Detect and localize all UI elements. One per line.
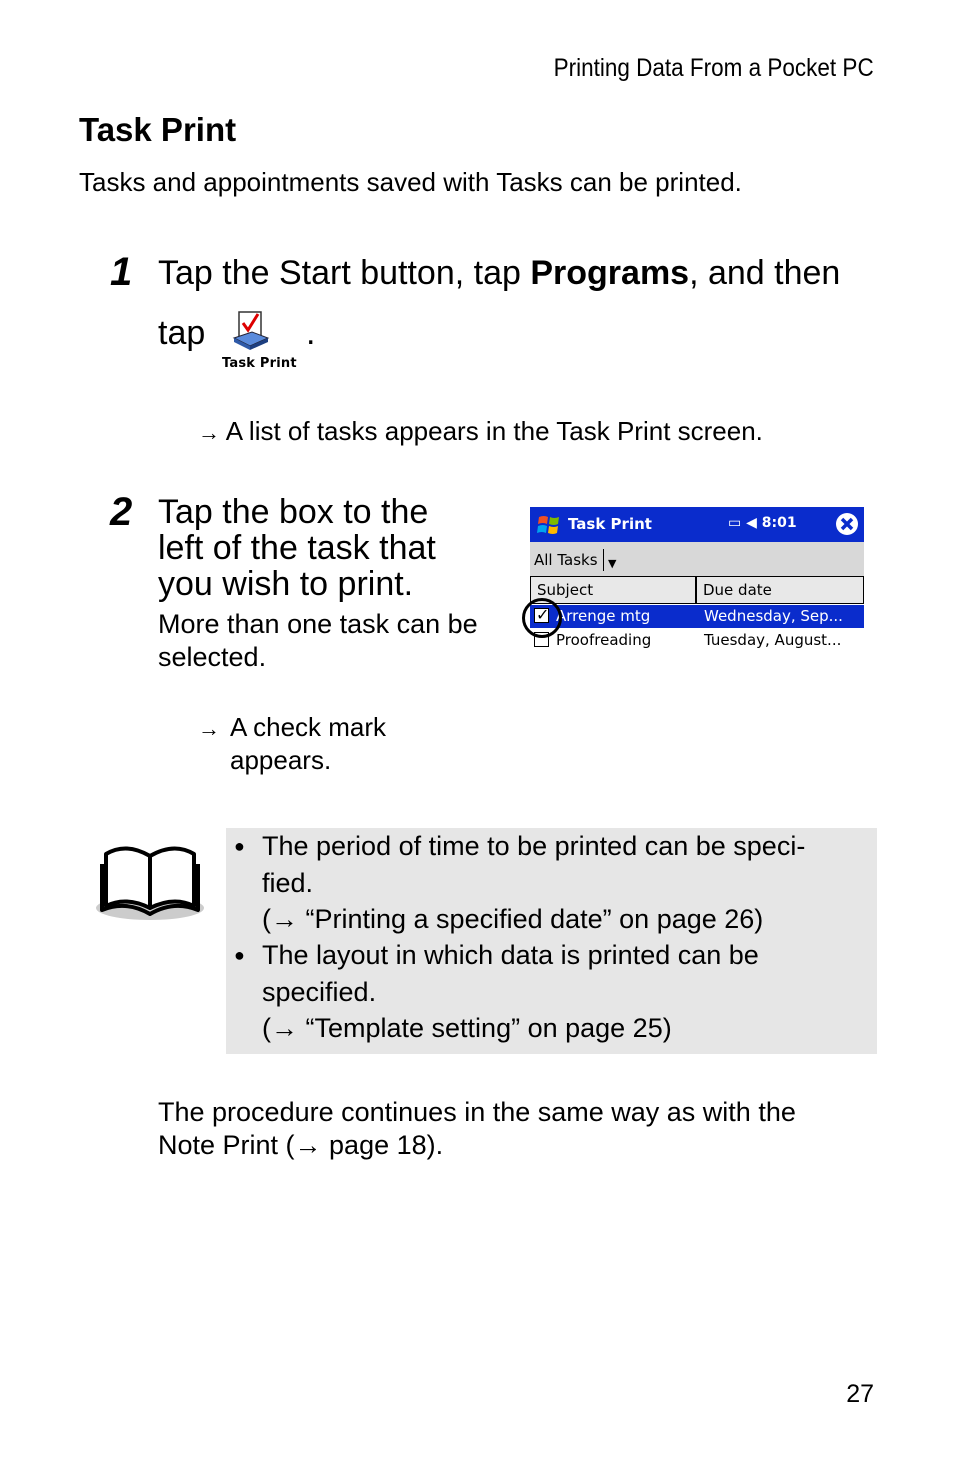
note-reference: (→ “Printing a specified date” on page 26) bbox=[262, 904, 764, 934]
column-header-subject[interactable]: Subject bbox=[530, 576, 696, 604]
step-1-text-b: , and then bbox=[689, 254, 841, 292]
task-print-icon-label: Task Print bbox=[222, 356, 297, 371]
connection-icon[interactable]: ▭ bbox=[728, 515, 742, 531]
close-icon[interactable] bbox=[834, 511, 860, 537]
check-icon: ✓ bbox=[536, 605, 550, 624]
pda-filter-dropdown[interactable]: All Tasks bbox=[534, 551, 598, 569]
running-header: Printing Data From a Pocket PC bbox=[553, 54, 874, 82]
checkbox-highlight-circle bbox=[522, 598, 562, 638]
note-line: The period of time to be printed can be speci- bbox=[262, 831, 806, 861]
closing-paragraph bbox=[158, 1096, 878, 1162]
note-box bbox=[226, 828, 877, 1054]
page-number: 27 bbox=[846, 1380, 874, 1408]
step-2-instruction: Tap the box to the left of the task that you wish to print. bbox=[158, 493, 436, 603]
step-1-number: 1 bbox=[110, 250, 133, 294]
speaker-icon[interactable]: ◀︎ bbox=[746, 515, 757, 531]
chevron-down-icon[interactable]: ▼ bbox=[608, 557, 617, 570]
step-1-text-a: Tap the Start button, tap bbox=[158, 254, 531, 292]
pda-app-title: Task Print bbox=[568, 515, 652, 533]
column-header-due-date[interactable]: Due date bbox=[696, 576, 864, 604]
note-reference: (→ “Template setting” on page 25) bbox=[262, 1013, 672, 1043]
bullet-icon: ● bbox=[234, 945, 245, 965]
task-subject: Arrenge mtg bbox=[556, 607, 651, 625]
programs-bold: Programs bbox=[530, 254, 690, 292]
table-row[interactable] bbox=[530, 605, 864, 628]
step-1-period: . bbox=[306, 314, 316, 352]
note-text bbox=[262, 937, 862, 1047]
task-subject: Proofreading bbox=[556, 631, 652, 649]
closing-line: Note Print (→ page 18). bbox=[158, 1130, 444, 1160]
closing-line: The procedure continues in the same way as with the bbox=[158, 1097, 796, 1127]
note-line: fied. bbox=[262, 867, 314, 898]
step-1-tap-word: tap bbox=[158, 314, 206, 352]
step-1-instruction bbox=[158, 254, 840, 293]
step-2-subtext: More than one task can be selected. bbox=[158, 609, 478, 672]
pda-title-bar bbox=[530, 507, 864, 542]
book-icon bbox=[94, 834, 206, 924]
note-line: specified. bbox=[262, 976, 377, 1007]
task-due-date: Wednesday, Sep... bbox=[704, 607, 843, 625]
step-2-result bbox=[198, 711, 386, 777]
note-text bbox=[262, 828, 862, 938]
windows-logo-icon[interactable] bbox=[536, 513, 562, 537]
note-line: The layout in which data is printed can be bbox=[262, 940, 759, 970]
filter-divider bbox=[603, 549, 604, 571]
section-intro: Tasks and appointments saved with Tasks can be printed. bbox=[79, 167, 742, 197]
table-row[interactable] bbox=[530, 629, 864, 652]
result-arrow: → bbox=[198, 420, 220, 445]
step-2-result-line2: appears. bbox=[230, 745, 332, 775]
step-2-number: 2 bbox=[110, 490, 133, 534]
step-2-result-line1: A check mark bbox=[230, 712, 387, 742]
pda-clock[interactable]: 8:01 bbox=[761, 515, 797, 531]
pda-status-area[interactable] bbox=[728, 515, 797, 531]
result-arrow: → bbox=[198, 716, 220, 741]
section-title: Task Print bbox=[79, 111, 237, 148]
step-1-result bbox=[198, 416, 763, 447]
step-1-result-text: A list of tasks appears in the Task Print screen. bbox=[225, 416, 763, 446]
task-due-date: Tuesday, August... bbox=[704, 631, 842, 649]
bullet-icon: ● bbox=[234, 836, 245, 856]
pda-screenshot bbox=[530, 507, 864, 659]
